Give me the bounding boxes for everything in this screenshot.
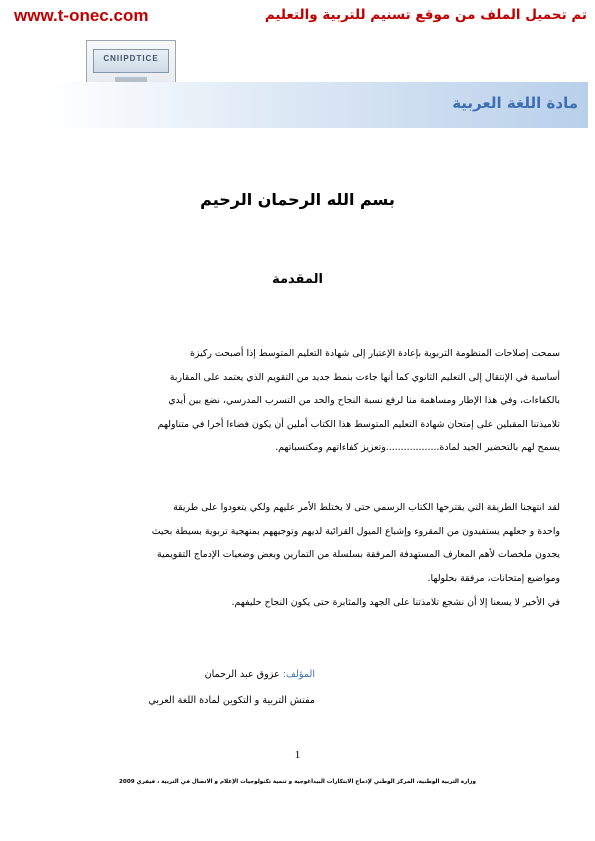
paragraph-line: سمحت إصلاحات المنظومة التربوية بإعادة الإعتبار إلى شهادة التعليم المتوسط إذا أصبحت ركيزة [190, 348, 560, 359]
author-title: مفتش التربية و التكوين لمادة اللغة العربي [148, 695, 315, 706]
page-number: 1 [294, 749, 301, 761]
subject-label: مادة اللغة العربية [452, 94, 578, 112]
intro-paragraph-2 [60, 496, 560, 590]
logo-text: CNIIPDTICE [103, 54, 159, 63]
basmala: بسم الله الرحمان الرحيم [200, 190, 395, 209]
download-banner: تم تحميل الملف من موقع تسنيم للتربية والتعليم [264, 7, 587, 23]
introduction-heading: المقدمة [272, 272, 323, 287]
site-url[interactable]: www.t-onec.com [14, 6, 149, 25]
author-label: المؤلف: [282, 669, 315, 680]
paragraph-line: يسمح لهم بالتحضير الجيد لمادة..................وتعزيز كفاءاتهم ومكتسباتهم. [275, 442, 560, 453]
paragraph-line: يجدون ملخصات لأهم المعارف المستهدفة المرفقة بسلسلة من التمارين وبعض وضعيات الإدماج التقويمية [157, 549, 560, 560]
closing-sentence: في الأخير لا يسعنا إلا أن نشجع تلامذتنا على الجهد والمثابرة حتى يكون النجاح حليفهم. [231, 597, 560, 608]
paragraph-line: أساسية في الإنتقال إلى التعليم الثانوي كما أنها جاءت بنمط جديد من التقويم الذي يعتمد على المقاربة [169, 371, 560, 383]
subject-banner [47, 82, 588, 128]
footer-credit: وزارة التربية الوطنية، المركز الوطني لإدماج الابتكارات البيداغوجية و تنمية تكنولوجيات الإعلام و الاتصال في التربية ، فيفري 2009 [119, 779, 476, 785]
paragraph-line: بالكفاءات، وفي هذا الإطار ومساهمة منا لرفع نسبة النجاح والحد من التسرب المدرسي، نضع بين أيدي [168, 395, 560, 406]
paragraph-line: تلاميذتنا المقبلين على إمتحان شهادة التعليم المتوسط هذا الكتاب أملين أن يكون فضاءا أخرا في متناولهم [157, 418, 560, 430]
author-line [205, 669, 315, 680]
intro-paragraph-1 [60, 342, 560, 460]
author-name: عزوق عبد الرحمان [204, 669, 280, 680]
paragraph-line: لقد انتهجنا الطريقة التي يقترحها الكتاب الرسمي حتى لا يختلط الأمر عليهم ولكي يتعودوا على طريقة [173, 502, 560, 513]
paragraph-line: واحدة و جعلهم يستفيدون من المقروء وإشباع الميول القرائية لديهم وتوجيههم بمنهجية تربوية بسيطة بحيث [151, 525, 560, 537]
paragraph-line: ومواضيع إمتحانات، مرفقة بحلولها. [427, 572, 560, 584]
